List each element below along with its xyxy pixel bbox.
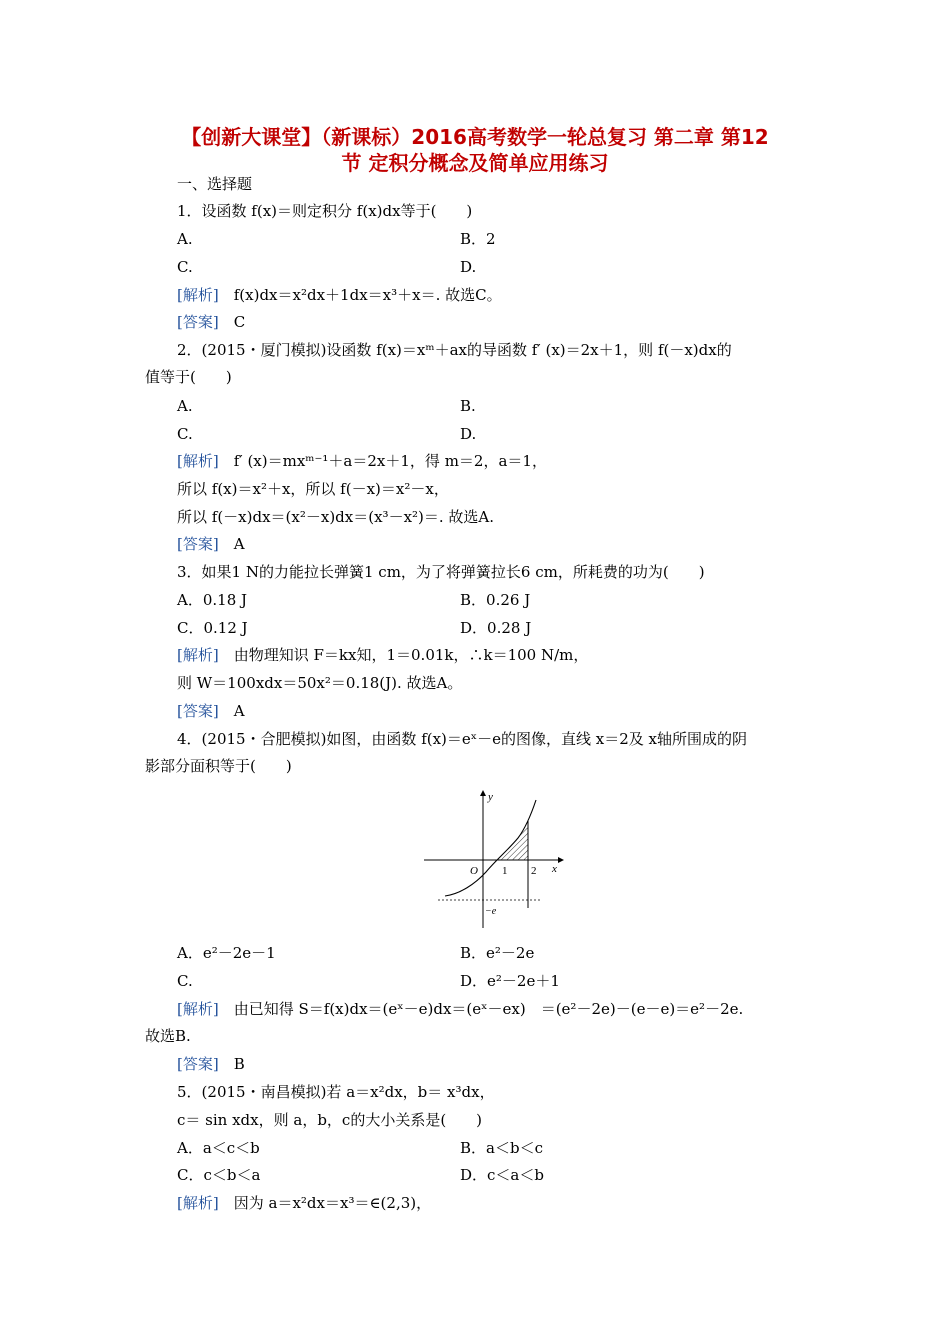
exp-graph-figure: [420, 788, 570, 933]
q2-answer-text: A: [233, 535, 245, 553]
q4-stem-line2: 影部分面积等于( ): [145, 757, 292, 775]
q1-answer: [177, 312, 245, 332]
q3-stem: 3．如果1 N的力能拉长弹簧1 cm，为了将弹簧拉长6 cm，所耗费的功为( ): [177, 563, 705, 581]
analysis-tag: [解析]: [177, 286, 219, 304]
q2-stem-line1: 2．(2015・厦门模拟)设函数 f(x)＝xᵐ＋ax的导函数 f′ (x)＝2x＋1，则 f(－x)dx的: [177, 341, 732, 359]
q2-stem-line2: 值等于( ): [145, 368, 232, 386]
analysis-tag: [解析]: [177, 452, 219, 470]
q5-stem-line1: 5．(2015・南昌模拟)若 a＝x²dx，b＝ x³dx，: [177, 1083, 495, 1101]
minus-e-label: −e: [485, 906, 497, 917]
q4-answer-text: B: [233, 1055, 245, 1073]
y-axis-label: y: [488, 791, 493, 803]
page-title-line1: 【创新大课堂】（新课标）2016高考数学一轮总复习 第二章 第12: [181, 125, 769, 149]
q1-option-d: D.: [460, 258, 477, 276]
q3-analysis-line1: [177, 645, 588, 665]
tick-label-2: 2: [531, 865, 537, 877]
y-axis-arrow-icon: [480, 790, 486, 796]
answer-tag: [答案]: [177, 313, 219, 331]
q5-option-a: A．a＜c＜b: [177, 1139, 260, 1157]
q3-option-b: B．0.26 J: [460, 591, 531, 609]
q2-option-d: D.: [460, 425, 477, 443]
q4-analysis-line2: 故选B.: [145, 1027, 191, 1045]
q4-analysis-line1: [177, 999, 743, 1019]
q5-option-c: C．c＜b＜a: [177, 1166, 261, 1184]
q5-analysis: [177, 1193, 431, 1213]
q1-analysis-text: f(x)dx＝x²dx＋1dx＝x³＋x＝. 故选C。: [233, 286, 502, 304]
q2-option-a: A.: [177, 397, 193, 415]
q2-option-b: B.: [460, 397, 476, 415]
q1-answer-text: C: [233, 313, 246, 331]
analysis-tag: [解析]: [177, 1000, 219, 1018]
q1-analysis: [177, 285, 502, 305]
answer-tag: [答案]: [177, 702, 219, 720]
q4-option-b: B．e²－2e: [460, 944, 535, 962]
q4-option-a: A．e²－2e－1: [177, 944, 276, 962]
q2-analysis-text: f′ (x)＝mxᵐ⁻¹＋a＝2x＋1，得 m＝2，a＝1，: [233, 452, 547, 470]
q3-analysis-text: 由物理知识 F＝kx知，1＝0.01k，∴k＝100 N/m，: [233, 646, 589, 664]
q4-answer: [177, 1054, 245, 1074]
q1-option-a: A.: [177, 230, 193, 248]
q4-option-d: D．e²－2e＋1: [460, 972, 560, 990]
q2-analysis-line2: 所以 f(x)＝x²＋x，所以 f(－x)＝x²－x，: [177, 480, 449, 498]
analysis-tag: [解析]: [177, 1194, 219, 1212]
x-axis-arrow-icon: [558, 857, 564, 863]
q4-option-c: C.: [177, 972, 193, 990]
q2-answer: [177, 534, 245, 554]
analysis-tag: [解析]: [177, 646, 219, 664]
page-title-line2: 节 定积分概念及简单应用练习: [341, 151, 609, 175]
q4-analysis-text: 由已知得 S＝f(x)dx＝(eˣ－e)dx＝(eˣ－ex) ＝(e²－2e)－(e－e)＝e²－2e.: [233, 1000, 744, 1018]
q3-option-a: A．0.18 J: [177, 591, 248, 609]
q3-option-d: D．0.28 J: [460, 619, 532, 637]
q5-option-d: D．c＜a＜b: [460, 1166, 544, 1184]
q1-stem: 1．设函数 f(x)＝则定积分 f(x)dx等于( ): [177, 202, 473, 220]
q5-option-b: B．a＜b＜c: [460, 1139, 543, 1157]
q1-option-b: B．2: [460, 230, 496, 248]
answer-tag: [答案]: [177, 535, 219, 553]
q1-option-c: C.: [177, 258, 193, 276]
answer-tag: [答案]: [177, 1055, 219, 1073]
tick-label-1: 1: [502, 865, 508, 877]
x-axis-label: x: [552, 863, 557, 875]
q2-analysis-line1: [177, 451, 547, 471]
q2-analysis-line3: 所以 f(－x)dx＝(x²－x)dx＝(x³－x²)＝. 故选A.: [177, 508, 495, 526]
q2-option-c: C.: [177, 425, 193, 443]
q5-analysis-text: 因为 a＝x²dx＝x³＝∈(2,3)，: [233, 1194, 432, 1212]
q3-analysis-line2: 则 W＝100xdx＝50x²＝0.18(J). 故选A。: [177, 674, 463, 692]
q4-stem-line1: 4．(2015・合肥模拟)如图，由函数 f(x)＝eˣ－e的图像，直线 x＝2及 x轴所围成的阴: [177, 730, 748, 748]
origin-label: O: [470, 865, 478, 877]
section-heading: 一、选择题: [177, 175, 253, 193]
q5-stem-line2: c＝ sin xdx，则 a，b，c的大小关系是( ): [177, 1111, 483, 1129]
q3-answer-text: A: [233, 702, 245, 720]
q3-answer: [177, 701, 245, 721]
q3-option-c: C．0.12 J: [177, 619, 248, 637]
